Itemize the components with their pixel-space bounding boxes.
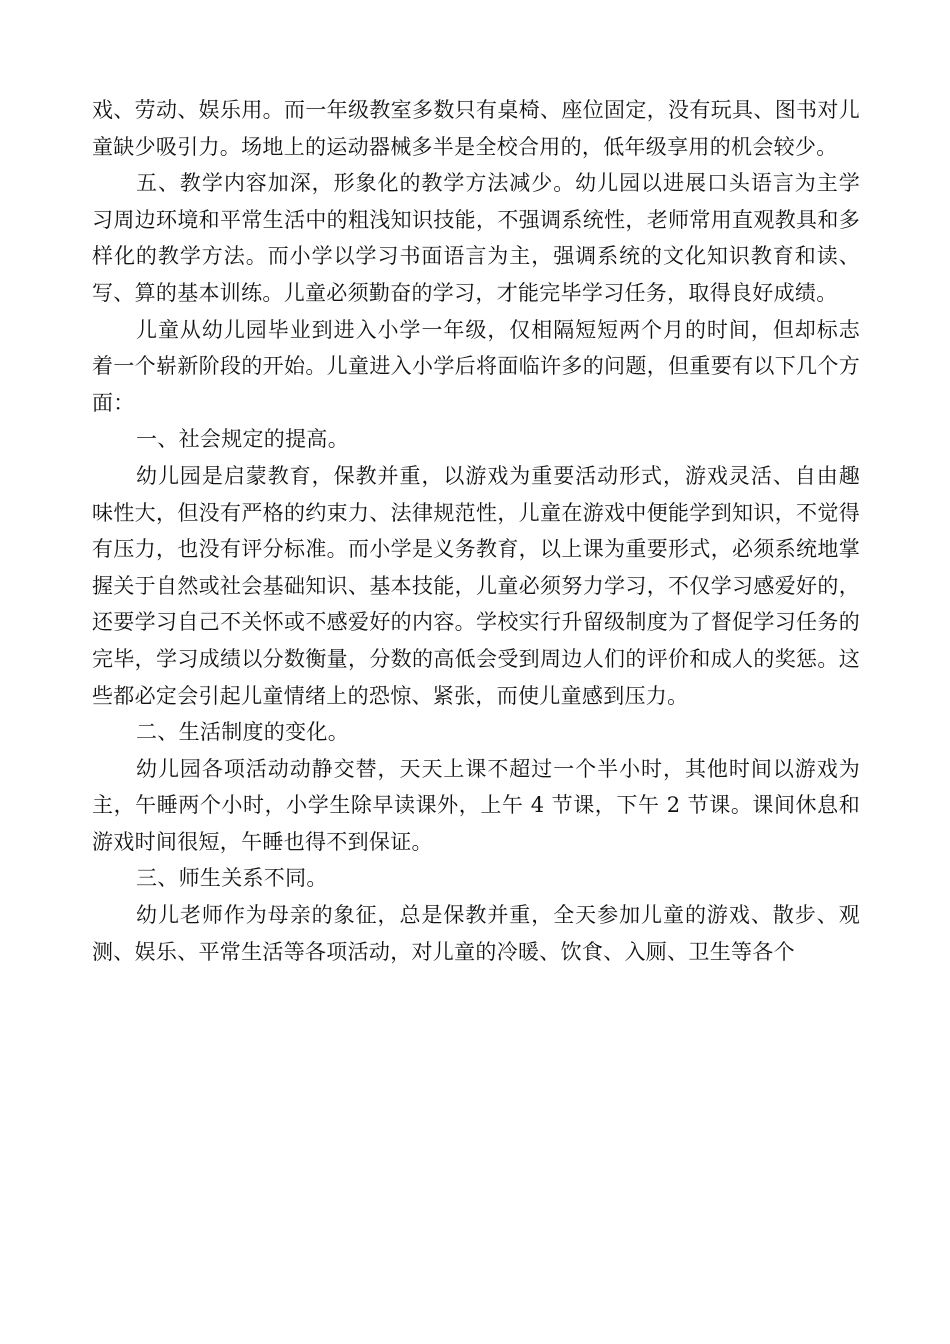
- section-heading-1: 一、社会规定的提高。: [136, 427, 349, 452]
- section-heading-2: 二、生活制度的变化。: [136, 720, 349, 745]
- paragraph-6: 幼儿老师作为母亲的象征，总是保教并重，全天参加儿童的游戏、散步、观测、娱乐、平常生活等各项活动，对儿童的冷暖、饮食、入厕、卫生等各个: [92, 903, 860, 964]
- paragraph-3: 儿童从幼儿园毕业到进入小学一年级，仅相隔短短两个月的时间，但却标志着一个崭新阶段的开始。儿童进入小学后将面临许多的问题，但重要有以下几个方面：: [92, 317, 860, 415]
- document-page: [92, 92, 860, 970]
- section-heading-3: 三、师生关系不同。: [136, 866, 328, 891]
- paragraph-1: 戏、劳动、娱乐用。而一年级教室多数只有桌椅、座位固定，没有玩具、图书对儿童缺少吸引力。场地上的运动器械多半是全校合用的，低年级享用的机会较少。: [92, 98, 860, 159]
- paragraph-2: 五、教学内容加深，形象化的教学方法减少。幼儿园以进展口头语言为主学习周边环境和平常生活中的粗浅知识技能，不强调系统性，老师常用直观教具和多样化的教学方法。而小学以学习书面语言为主，强调系统的文化知识教育和读、写、算的基本训练。儿童必须勤奋的学习，才能完毕学习任务，取得良好成绩。: [92, 171, 860, 305]
- paragraph-5: 幼儿园各项活动动静交替，天天上课不超过一个半小时，其他时间以游戏为主，午睡两个小时，小学生除早读课外，上午 4 节课，下午 2 节课。课间休息和游戏时间很短，午睡也得不到保证。: [92, 756, 860, 854]
- paragraph-4: 幼儿园是启蒙教育，保教并重，以游戏为重要活动形式，游戏灵活、自由趣味性大，但没有严格的约束力、法律规范性，儿童在游戏中便能学到知识，不觉得有压力，也没有评分标准。而小学是义务教育，以上课为重要形式，必须系统地掌握关于自然或社会基础知识、基本技能，儿童必须努力学习，不仅学习感爱好的，还要学习自己不关怀或不感爱好的内容。学校实行升留级制度为了督促学习任务的完毕，学习成绩以分数衡量，分数的高低会受到周边人们的评价和成人的奖惩。这些都必定会引起儿童情绪上的恐惊、紧张，而使儿童感到压力。: [92, 463, 860, 708]
